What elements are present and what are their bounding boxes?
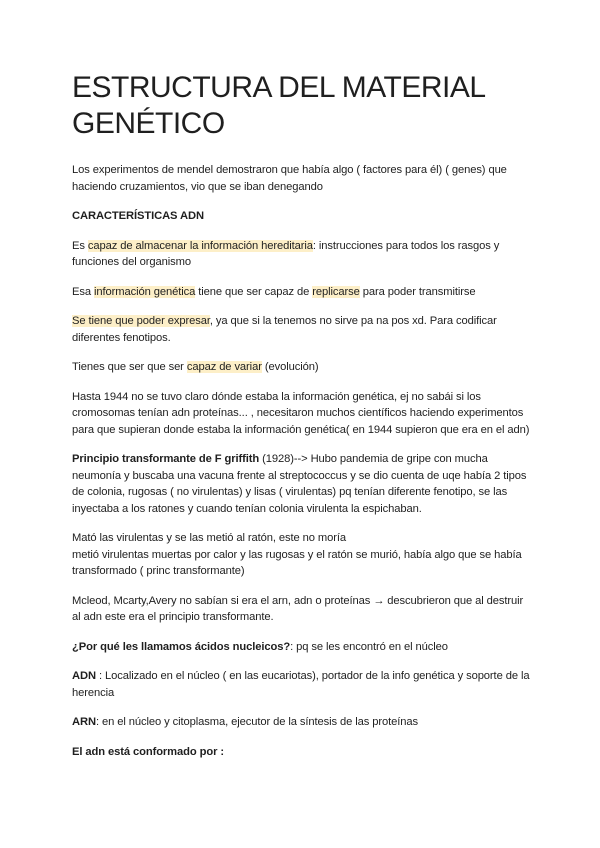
text: metió virulentas muertas por calor y las rugosas y el ratón se murió, había algo que se había transformado ( princ transformante) [72, 548, 522, 577]
text: : instrucciones para todos los rasgos y funciones del organismo [72, 239, 500, 268]
text: (1928)--> Hubo pandemia de gripe con mucha neumonía y buscaba una vacuna frente al streptococcus y se dio cuenta de uqe había 2 tipos de colonia, rugosas ( no virulentas) y lisas ( virulentas) pq tenían diferente fenotipo, se las inyectaba a los ratones y cuando tenían colonia virulenta la espichaban. [72, 453, 527, 515]
text: Es [72, 239, 88, 252]
highlight: replicarse [312, 285, 360, 298]
bold-text: Principio transformante de F griffith [72, 453, 260, 465]
text: : en el núcleo y citoplasma, ejecutor de la síntesis de las proteínas [95, 716, 419, 728]
text: tiene que ser capaz de [195, 285, 313, 298]
paragraph-store-info [72, 238, 532, 271]
paragraph-nucleic-acids [72, 639, 532, 656]
title-line-2: GENÉTICO [72, 107, 225, 140]
highlight: información genética [94, 285, 196, 298]
text: , ya que si la tenemos no sirve pa na pos xd. Para codificar diferentes fenotipos. [72, 315, 497, 344]
text: (evolución) [261, 361, 319, 373]
text: : pq se les encontró en el núcleo [290, 640, 448, 653]
text: para poder transmitirse [359, 285, 476, 298]
text: : Localizado en el núcleo ( en las eucariotas), portador de la info genética y soporte de la herencia [72, 670, 530, 699]
paragraph-composition: El adn está conformado por : [72, 745, 224, 758]
paragraph-avery: Mcleod, Mcarty,Avery no sabían si era el arn, adn o proteínas → descubrieron que al destruir al adn este era el principio transformante. [72, 594, 524, 623]
paragraph-replicate [72, 284, 532, 301]
paragraph-arn [72, 714, 532, 731]
title-line-1: ESTRUCTURA DEL MATERIAL [72, 71, 486, 104]
paragraph-express [72, 313, 532, 346]
bold-text: ARN [72, 716, 96, 728]
section-heading: CARACTERÍSTICAS ADN [72, 210, 204, 222]
paragraph-vary [72, 359, 532, 376]
bold-text: ¿Por qué les llamamos ácidos nucleicos? [72, 640, 291, 653]
intro-paragraph: Los experimentos de mendel demostraron que había algo ( factores para él) ( genes) que haciendo cruzamientos, vio que se iban denegando [72, 164, 507, 193]
highlight: capaz de variar [186, 361, 262, 373]
document-page [72, 70, 532, 760]
page-title [72, 70, 532, 142]
paragraph-adn [72, 668, 532, 701]
paragraph-experiment [72, 530, 532, 580]
paragraph-history: Hasta 1944 no se tuvo claro dónde estaba la información genética, ej no sabái si los cromosomas tenían adn proteínas... , necesitaron muchos científicos haciendo experimentos para que supieran donde estaba la información genética( en 1944 supieron que era en el adn) [72, 390, 530, 436]
highlight: capaz de almacenar la información hereditaria [87, 239, 313, 252]
text: Mató las virulentas y se las metió al ratón, este no moría [72, 532, 347, 544]
text: Esa [72, 285, 94, 298]
highlight: Se tiene que poder expresar [72, 315, 210, 327]
bold-text: ADN [72, 670, 96, 682]
paragraph-griffith [72, 451, 532, 517]
text: Tienes que ser que ser [72, 361, 187, 373]
